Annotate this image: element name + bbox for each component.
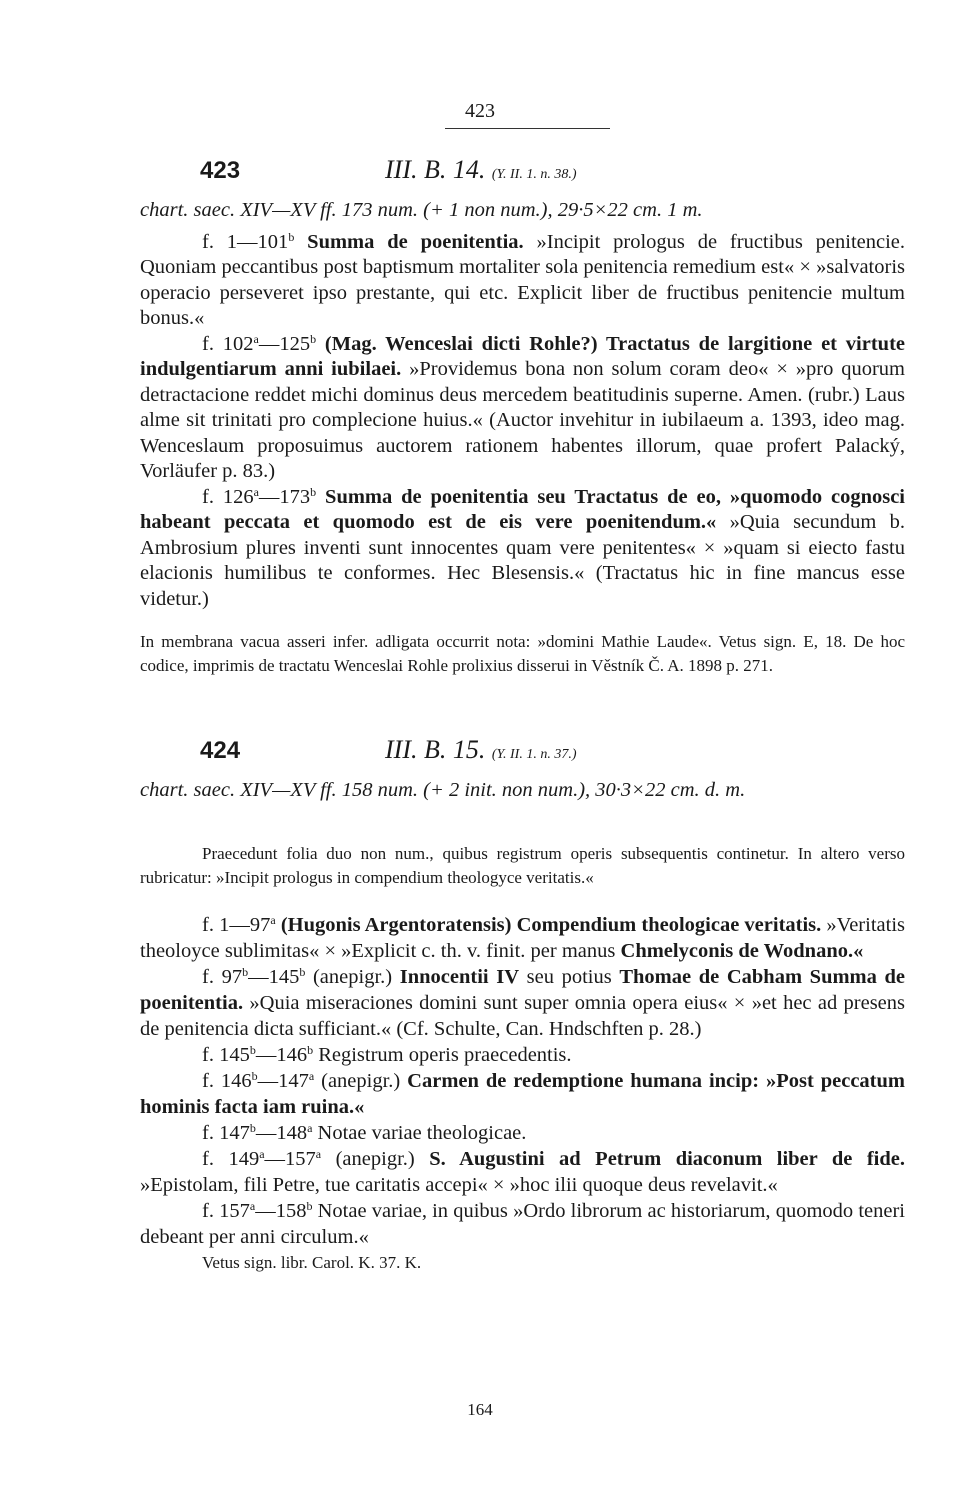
entry-body [140, 198, 905, 612]
physical-description: chart. saec. XIV—XV ff. 173 num. (+ 1 non num.), 29·5×22 cm. 1 m. [140, 199, 703, 221]
entry-heading [200, 735, 240, 765]
content-item: f. 147$^b$—148$^a$ Notae variae theologicae. [202, 1121, 527, 1144]
old-signature: (Y. II. 1. n. 38.) [491, 167, 577, 182]
content-item: f. 97$^b$—145$^b$ (anepigr.) Innocentii IV seu potius Thomae de Cabham Summa de poenitentia. »Quia miseraciones domini sunt super omnia opera eius« × »et hec ad presens de penitencia dicta sufficiant.« (Cf. Schulte, Can. Hndschften p. 28.) [140, 965, 906, 1040]
entry-number: 424 [200, 737, 241, 764]
content-item: f. 145$^b$—146$^b$ Registrum operis praecedentis. [202, 1043, 572, 1066]
entry-heading [200, 155, 240, 185]
entry-contents [140, 912, 905, 1276]
entry-body [140, 778, 905, 804]
entry-number: 423 [200, 157, 241, 184]
content-item: f. 126$^a$—173$^b$ Summa de poenitentia seu Tractatus de eo, »quomodo cognosci habeant peccata et quomodo est de eis vere poenitendum.« »Quia secundum b. Ambrosium plures inventi sunt innocentes quam vere penitentes« × »quam si eiecto fastu elacionis humilibus te conformes. Hec Blesensis.« (Tractatus hic in fine mancus esse videtur.) [140, 484, 906, 610]
shelfmark: III. B. 14. (Y. II. 1. n. 38.) [385, 155, 577, 184]
entry-note: In membrana vacua asseri infer. adligata occurrit nota: »domini Mathie Laude«. Vetus sign. E, 18. De hoc codice, imprimis de tractatu Wenceslai Rohle prolixius disserui in Věstník Č. A. 1898 p. 271. [140, 632, 905, 675]
entry-intro: Praecedunt folia duo non num., quibus registrum operis subsequentis continetur. In altero verso rubricatur: »Incipit prologus in compendium theologyce veritatis.« [140, 844, 905, 887]
page-number: 164 [467, 1400, 493, 1419]
header-rule [445, 128, 610, 129]
entry-note: Vetus sign. libr. Carol. K. 37. K. [202, 1253, 422, 1272]
content-item: f. 149$^a$—157$^a$ (anepigr.) S. Augustini ad Petrum diaconum liber de fide. »Epistolam, fili Petre, tue caritatis accepi« × »hoc ilii quoque deus revelavit.« [140, 1147, 906, 1196]
running-head: 423 [465, 100, 495, 122]
content-item: f. 102$^a$—125$^b$ (Mag. Wenceslai dicti Rohle?) Tractatus de largitione et virtute indulgentiarum anni iubilaei. »Providemus bona non solum coram deo« × »pro quorum detractacione reddet michi dominus deus mercedem beatitudinis superne. Amen. (rubr.) Laus alme sit trinitati pro complecione huius.« (Auctor invehitur in iubilaeum a. 1393, ideo mag. Wenceslaum proposuimus auctorem rationem habentes illorum, quae profert Palacký, Vorläufer p. 83.) [140, 331, 906, 482]
shelfmark: III. B. 15. (Y. II. 1. n. 37.) [385, 735, 577, 764]
physical-description: chart. saec. XIV—XV ff. 158 num. (+ 2 init. non num.), 30·3×22 cm. d. m. [140, 779, 746, 801]
old-signature: (Y. II. 1. n. 37.) [491, 747, 577, 762]
content-item: f. 1—97$^a$ (Hugonis Argentoratensis) Compendium theologicae veritatis. »Veritatis theoloyce sublimitas« × »Explicit c. th. v. finit. per manus Chmelyconis de Wodnano.« [140, 913, 905, 962]
content-item: f. 1—101$^b$ Summa de poenitentia. »Incipit prologus de fructibus penitencie. Quoniam peccantibus post baptismum mortaliter sola penitencia remedium est« × »salvatoris operacio perseveret ipso prestante, qui etc. Explicit liber de fructibus penitencie multum bonus.« [140, 229, 906, 329]
content-item: f. 157$^a$—158$^b$ Notae variae, in quibus »Ordo librorum ac historiarum, quomodo teneri debeant per anni circulum.« [140, 1199, 905, 1248]
content-item: f. 146$^b$—147$^a$ (anepigr.) Carmen de redemptione humana incip: »Post peccatum hominis facta iam ruina.« [140, 1069, 905, 1118]
